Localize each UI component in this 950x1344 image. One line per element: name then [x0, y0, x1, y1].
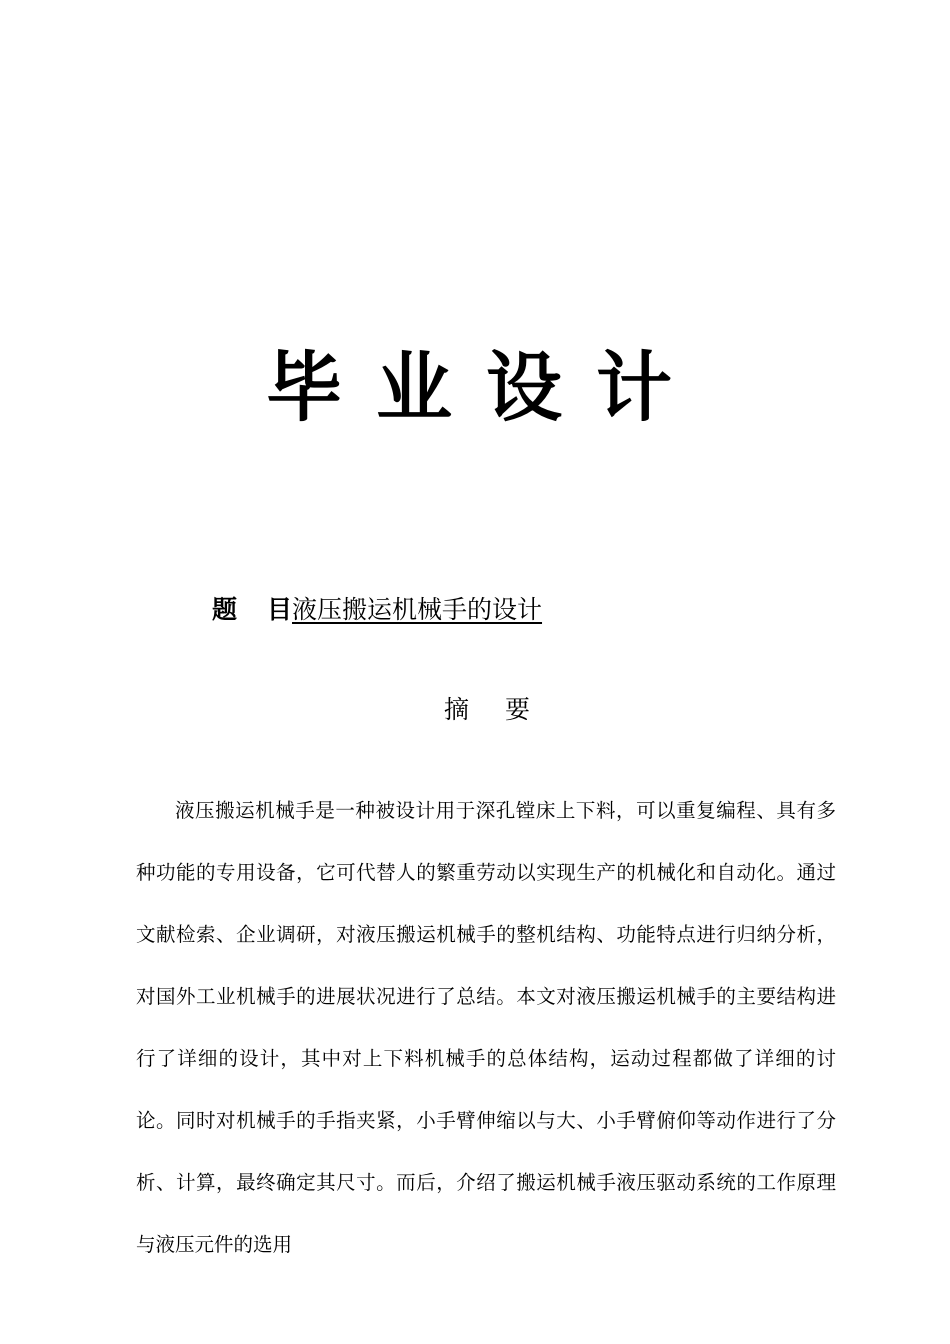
abstract-body: 液压搬运机械手是一种被设计用于深孔镗床上下料，可以重复编程、具有多种功能的专用设备，它可代替人的繁重劳动以实现生产的机械化和自动化。通过文献检索、企业调研，对液压搬运机械手的整机结构、功能特点进行归纳分析，对国外工业机械手的进展状况进行了总结。本文对液压搬运机械手的主要结构进行了详细的设计，其中对上下料机械手的总体结构，运动过程都做了详细的讨论。同时对机械手的手指夹紧，小手臂伸缩以与大、小手臂俯仰等动作进行了分析、计算，最终确定其尺寸。而后，介绍了搬运机械手液压驱动系统的工作原理与液压元件的选用	[136, 799, 836, 1256]
main-title: 毕业设计	[266, 343, 706, 432]
topic-value: 液压搬运机械手的设计	[292, 595, 543, 624]
abstract-heading: 摘要	[443, 695, 566, 724]
topic-row	[212, 590, 542, 630]
topic-label: 题目	[212, 595, 323, 624]
